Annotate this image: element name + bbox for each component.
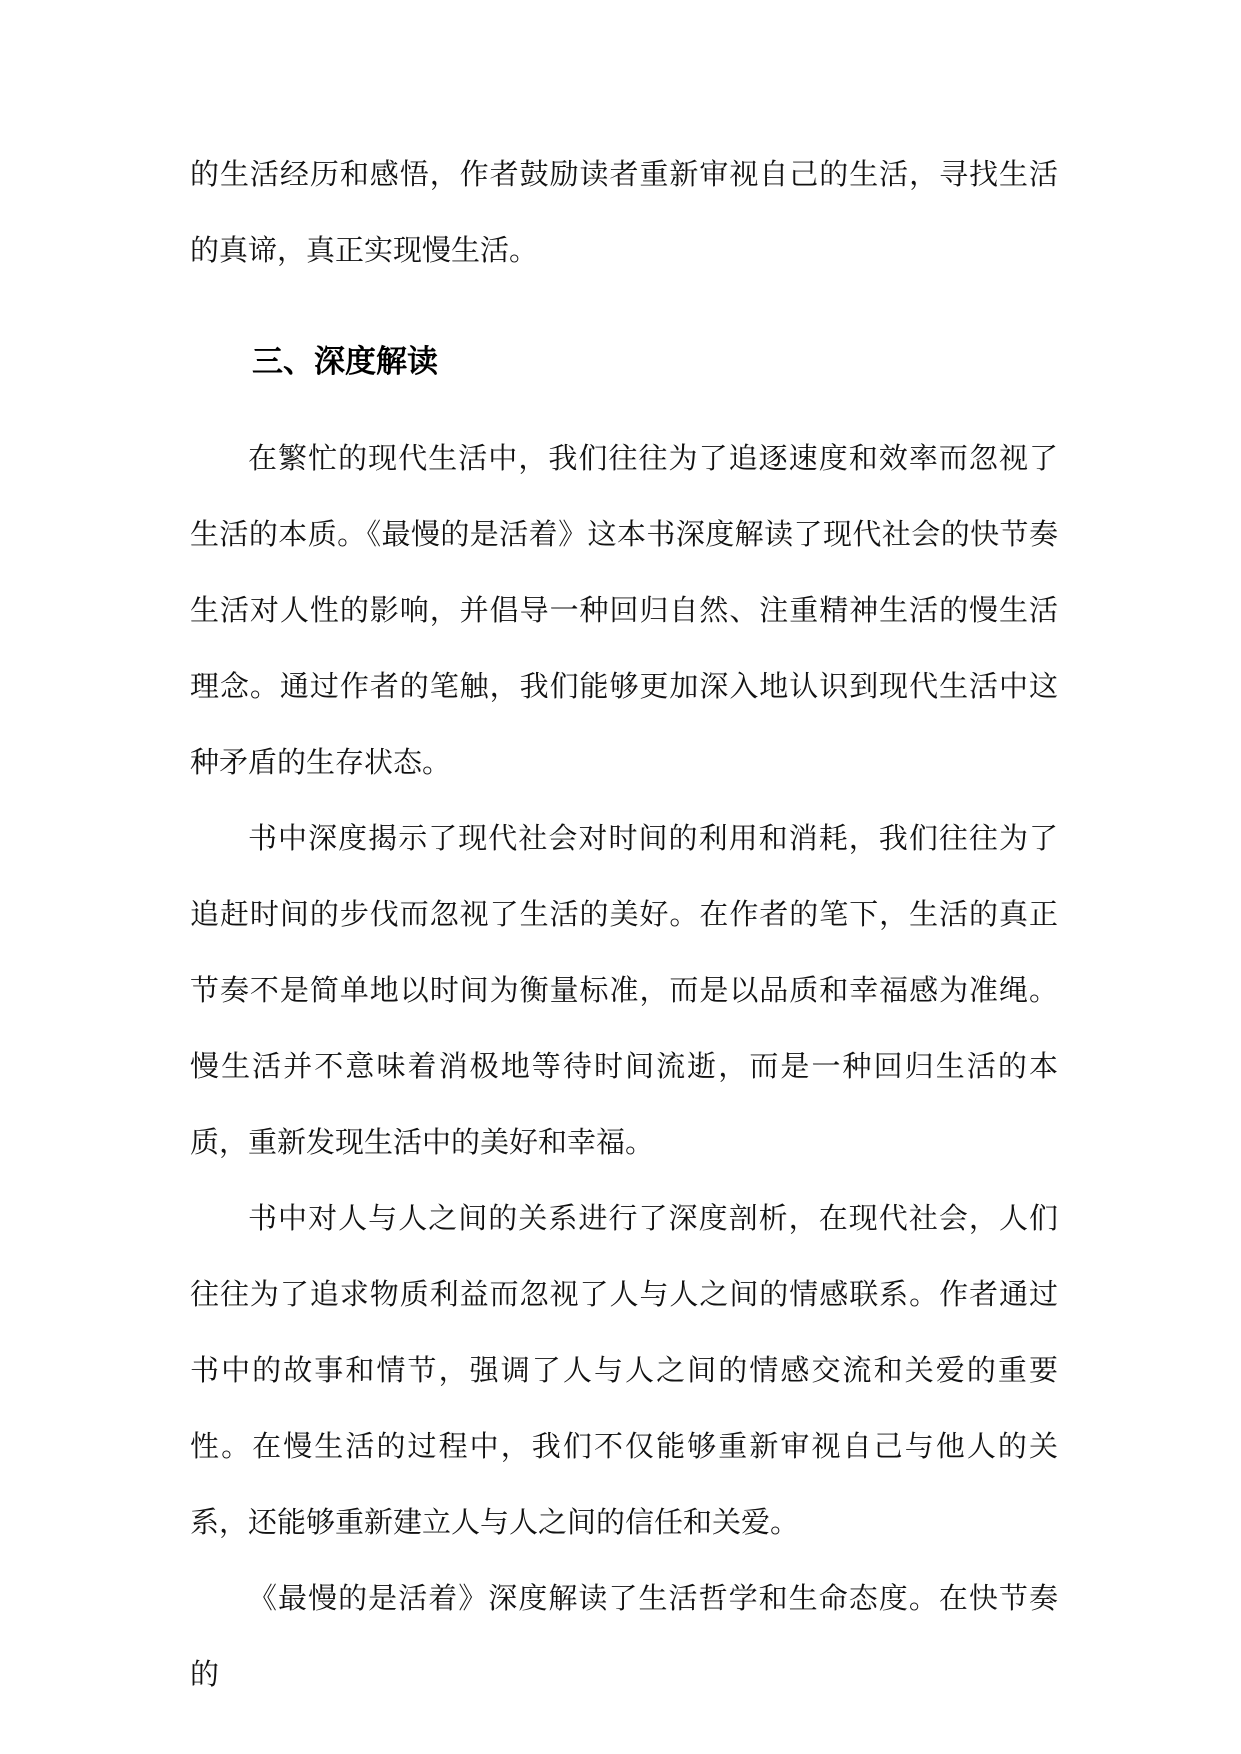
body-paragraph-1: 在繁忙的现代生活中，我们往往为了追逐速度和效率而忽视了生活的本质。《最慢的是活着》这本书深度解读了现代社会的快节奏生活对人性的影响，并倡导一种回归自然、注重精神生活的慢生活理念。通过作者的笔触，我们能够更加深入地认识到现代生活中这种矛盾的生存状态。 xyxy=(190,441,1058,779)
body-paragraph-2: 书中深度揭示了现代社会对时间的利用和消耗，我们往往为了追赶时间的步伐而忽视了生活的美好。在作者的笔下，生活的真正节奏不是简单地以时间为衡量标准，而是以品质和幸福感为准绳。慢生活并不意味着消极地等待时间流逝，而是一种回归生活的本质，重新发现生活中的美好和幸福。 xyxy=(190,821,1058,1159)
continuation-paragraph: 的生活经历和感悟，作者鼓励读者重新审视自己的生活，寻找生活的真谛，真正实现慢生活。 xyxy=(190,157,1058,267)
body-paragraph-3: 书中对人与人之间的关系进行了深度剖析，在现代社会，人们往往为了追求物质利益而忽视了人与人之间的情感联系。作者通过书中的故事和情节，强调了人与人之间的情感交流和关爱的重要性。在慢生活的过程中，我们不仅能够重新审视自己与他人的关系，还能够重新建立人与人之间的信任和关爱。 xyxy=(190,1201,1058,1539)
document-body xyxy=(190,136,1058,1712)
section-heading: 三、深度解读 xyxy=(252,344,438,380)
body-paragraph-4: 《最慢的是活着》深度解读了生活哲学和生命态度。在快节奏的 xyxy=(190,1581,1058,1691)
